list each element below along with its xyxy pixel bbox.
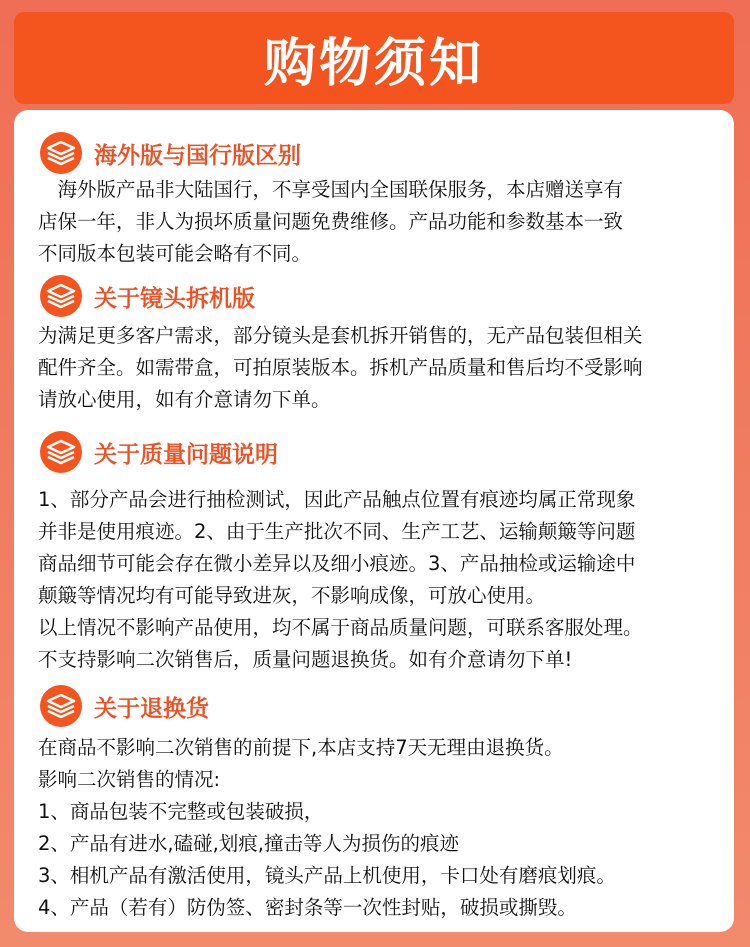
section-body: 在商品不影响二次销售的前提下,本店支持7天无理由退换货。 影响二次销售的情况: 1、商品包装不完整或包装破损， 2、产品有进水,磕碰,划痕,撞击等人为损伤的痕迹 3、相机产品有激活使用，镜头产品上机使用，卡口处有磨痕划痕。 4、产品（若有）防伪签、密封条等一次性封贴，破损或撕毁。: [38, 736, 616, 919]
page-title: 购物须知: [263, 33, 484, 94]
layers-icon: [38, 274, 84, 318]
section-body: 为满足更多客户需求，部分镜头是套机拆开销售的，无产品包装但相关 配件齐全。如需带盒，可拍原装版本。拆机产品质量和售后均不受影响 请放心使用，如有介意请勿下单。: [38, 324, 643, 411]
section-body: 海外版产品非大陆国行，不享受国内全国联保服务，本店赠送享有 店保一年，非人为损坏质量问题免费维修。产品功能和参数基本一致 不同版本包装可能会略有不同。: [38, 178, 624, 265]
section-header-lens-unboxed: [38, 274, 255, 318]
section-title: 关于质量问题说明: [94, 441, 278, 468]
layers-icon: [38, 684, 84, 728]
section-title: 关于退换货: [94, 695, 209, 722]
section-header-quality-issues: [38, 430, 278, 474]
section-title: 海外版与国行版区别: [94, 142, 301, 169]
title-banner: [14, 12, 734, 104]
section-body: 1、部分产品会进行抽检测试，因此产品触点位置有痕迹均属正常现象 并非是使用痕迹。2、由于生产批次不同、生产工艺、运输颠簸等问题 商品细节可能会存在微小差异以及细小痕迹。3、产品抽检或运输途中 颠簸等情况均有可能导致进灰，不影响成像，可放心使用。 以上情况不影响产品使用，均不属于商品质量问题，可联系客服处理。 不支持影响二次销售后，质量问题退换货。如有介意请勿下单!: [38, 488, 643, 671]
section-title: 关于镜头拆机版: [94, 285, 255, 312]
layers-icon: [38, 430, 84, 474]
content-card: [14, 110, 734, 932]
section-header-returns: [38, 684, 209, 728]
layers-icon: [38, 131, 84, 175]
section-header-overseas-vs-domestic: [38, 131, 301, 175]
